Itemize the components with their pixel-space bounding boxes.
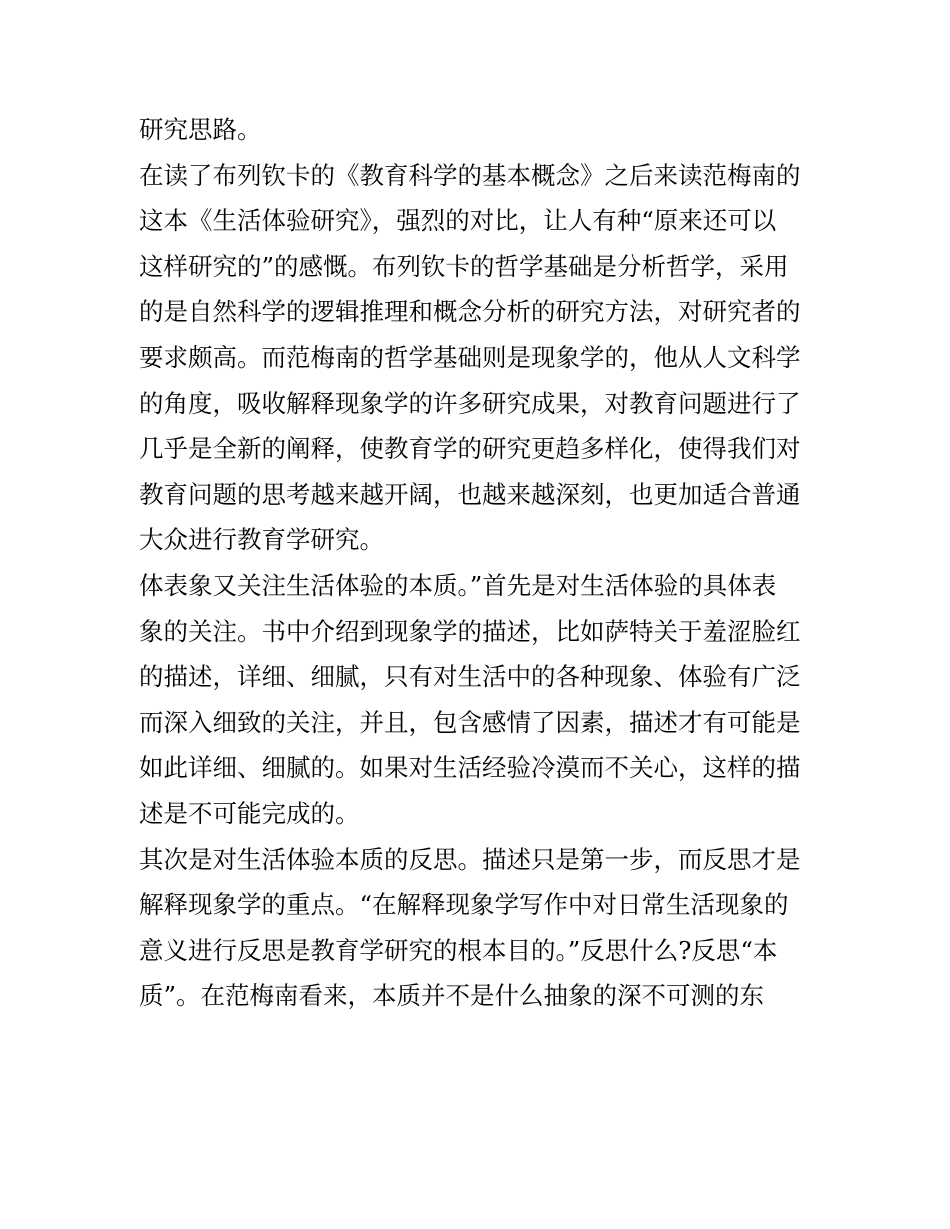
text-line-14: 而深入细致的关注，并且，包含感情了因素，描述才有可能是 <box>139 707 801 737</box>
text-line-6: 要求颇高。而范梅南的哲学基础则是现象学的，他从人文科学 <box>139 342 801 372</box>
text-line-2: 在读了布列钦卡的《教育科学的基本概念》之后来读范梅南的 <box>139 160 801 190</box>
text-line-8: 几乎是全新的阐释，使教育学的研究更趋多样化，使得我们对 <box>139 434 801 464</box>
text-line-18: 解释现象学的重点。“在解释现象学写作中对日常生活现象的 <box>139 890 789 920</box>
text-line-4: 这样研究的”的感慨。布列钦卡的哲学基础是分析哲学，采用 <box>139 251 789 281</box>
text-line-19: 意义进行反思是教育学研究的根本目的。”反思什么?反思“本 <box>139 935 778 965</box>
text-line-15: 如此详细、细腻的。如果对生活经验冷漠而不关心，这样的描 <box>139 753 801 783</box>
text-line-9: 教育问题的思考越来越开阔，也越来越深刻，也更加适合普通 <box>139 479 801 509</box>
text-line-7: 的角度，吸收解释现象学的许多研究成果，对教育问题进行了 <box>139 388 801 418</box>
text-line-16: 述是不可能完成的。 <box>139 798 360 828</box>
text-line-12: 象的关注。书中介绍到现象学的描述，比如萨特关于羞涩脸红 <box>139 616 801 646</box>
text-line-20: 质”。在范梅南看来，本质并不是什么抽象的深不可测的东 <box>139 981 765 1011</box>
text-line-1: 研究思路。 <box>139 115 262 144</box>
document-page <box>139 107 819 1019</box>
text-line-3: 这本《生活体验研究》，强烈的对比，让人有种“原来还可以 <box>139 206 777 236</box>
text-line-5: 的是自然科学的逻辑推理和概念分析的研究方法，对研究者的 <box>139 297 801 327</box>
text-line-13: 的描述，详细、细腻，只有对生活中的各种现象、体验有广泛 <box>139 662 801 692</box>
text-line-10: 大众进行教育学研究。 <box>139 525 384 555</box>
text-line-17: 其次是对生活体验本质的反思。描述只是第一步，而反思才是 <box>139 844 801 874</box>
text-line-11: 体表象又关注生活体验的本质。”首先是对生活体验的具体表 <box>139 570 777 600</box>
